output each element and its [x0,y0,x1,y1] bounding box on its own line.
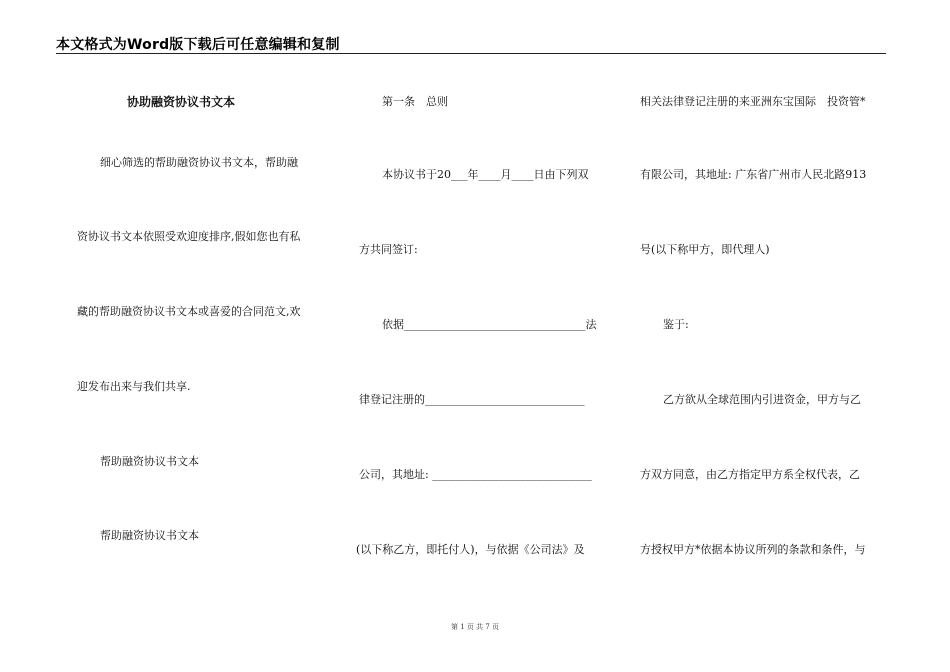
col1-line-4: 迎发布出来与我们共享. [77,380,191,393]
col2-line-5: 律登记注册的_____________________________ [359,393,585,406]
col1-line-5: 帮助融资协议书文本 [100,455,199,468]
col3-line-1: 相关法律登记注册的来亚洲东宝国际 投资管* [640,95,866,108]
col2-line-7: (以下称乙方，即托付人)，与依据《公司法》及 [356,543,585,556]
col2-line-1: 第一条 总则 [382,95,448,108]
col1-line-1: 细心筛选的帮助融资协议书文本，帮助融 [100,156,298,169]
document-title: 协助融资协议书文本 [127,95,236,109]
col3-line-3: 号(以下称甲方，即代理人) [640,243,770,256]
col2-line-3: 方共同签订: [359,243,418,256]
header-banner: 本文格式为Word版下载后可任意编辑和复制 [56,37,340,53]
col2-line-4: 依据_________________________________法 [382,318,597,331]
col3-line-7: 方授权甲方*依据本协议所列的条款和条件，与 [640,543,866,556]
page-footer: 第 1 页 共 7 页 [450,623,500,631]
col3-line-6: 方双方同意，由乙方指定甲方系全权代表，乙 [640,468,860,481]
col3-line-4: 鉴于: [663,318,689,331]
col2-line-2: 本协议书于20___年____月____日由下列双 [382,168,589,181]
header-rule [56,53,886,54]
col1-line-2: 资协议书文本依照受欢迎度排序,假如您也有私 [77,230,301,243]
col1-line-6: 帮助融资协议书文本 [100,529,199,542]
col3-line-2: 有限公司，其地址: 广东省广州市人民北路913 [640,168,867,181]
col3-line-5: 乙方欲从全球范围内引进资金，甲方与乙 [663,393,861,406]
col2-line-6: 公司，其地址: _____________________________ [359,468,592,481]
col1-line-3: 藏的帮助融资协议书文本或喜爱的合同范文,欢 [77,305,301,318]
